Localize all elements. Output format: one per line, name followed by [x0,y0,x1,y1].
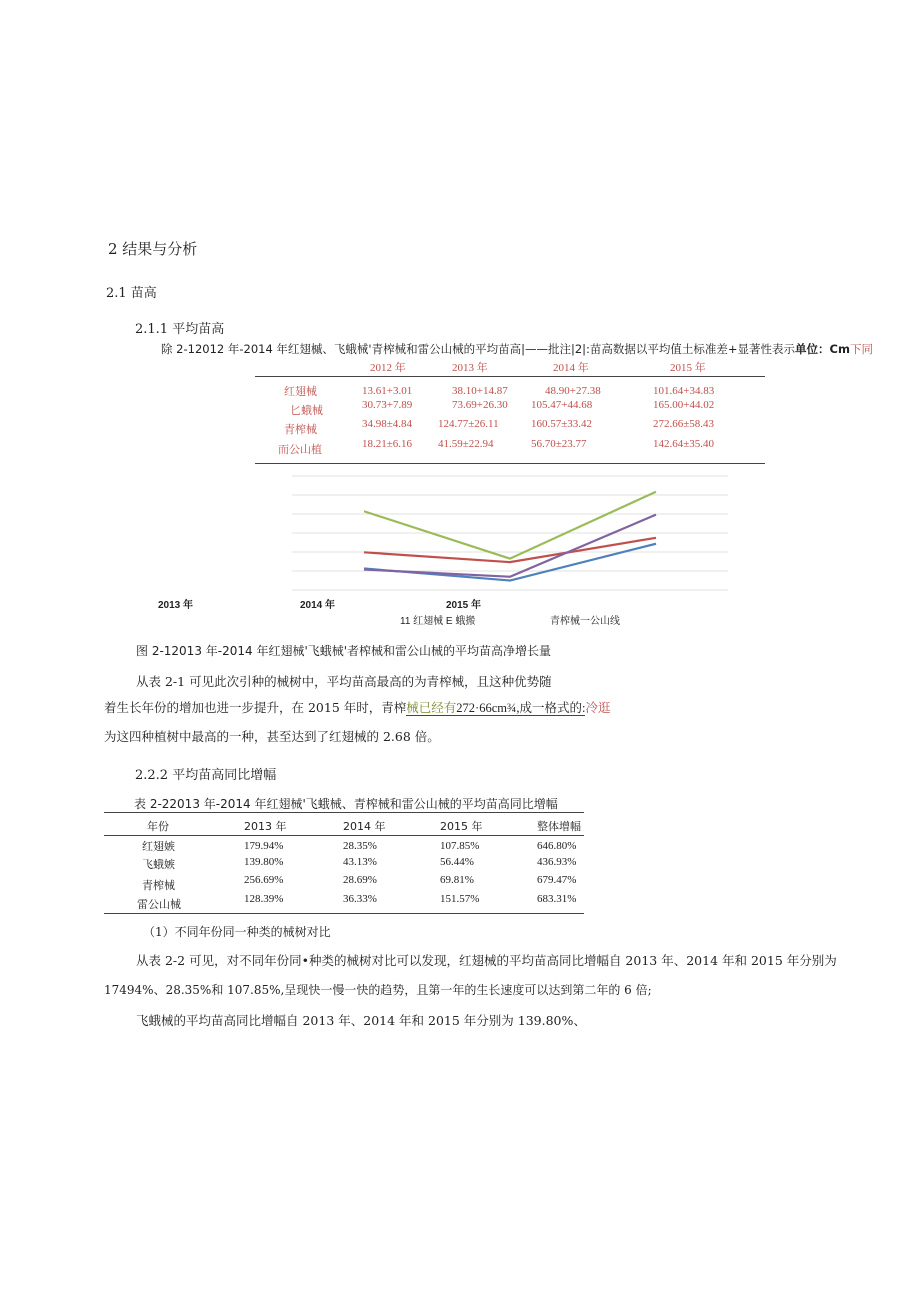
table1-row-label: 匕蛾械 [290,404,323,417]
table2-header: 2013 年 [244,820,287,833]
table1-cell: 73.69+26.30 [452,399,508,411]
x-tick-label: 2015 年 [446,600,482,611]
subsubsection-heading: 2.2.2 平均苗高同比增幅 [135,768,277,783]
series-line-青榨械 [364,492,656,559]
table2-cell: 256.69% [244,874,284,886]
table2-cell: 151.57% [440,893,480,905]
paragraph-line: 为这四种植树中最高的一种，甚至达到了红翅械的 2.68 倍。 [104,729,440,744]
table1-cell: 142.64±35.40 [653,438,715,450]
table2-cell: 436.93% [537,856,577,868]
subsubsection-heading: 2.1.1 平均苗高 [135,322,225,337]
table1-header-2015: 2015 年 [670,362,706,374]
growth-line-chart [280,470,740,600]
table2-cell: 128.39% [244,893,284,905]
subsection-heading: 2.1 苗高 [106,286,157,301]
table2-top-rule [104,812,584,813]
section-heading: 2 结果与分析 [108,240,198,258]
paragraph-line: 着生长年份的增加也进一步提升，在 2015 年时，青榨械已经有272·66cm¾,成一格式的:冷逛 [104,700,611,715]
table2-row-label: 飞蛾嫉 [142,858,175,871]
table2-cell: 179.94% [244,840,284,852]
table1-cell: 160.57±33.42 [531,418,593,430]
table2-cell: 683.31% [537,893,577,905]
table1-cell: 48.90+27.38 [545,385,601,397]
table1-cell: 34.98±4.84 [362,418,413,430]
table2-cell: 28.69% [343,874,377,886]
chart-legend-left: 11 红翅械 E 蛾搬 [400,616,476,627]
table1-top-rule [255,376,765,377]
paragraph-line: 17494%、28.35%和 107.85%,呈现快一慢一快的趋势，且第一年的生长速度可以达到第二年的 6 倍; [104,983,652,997]
table1-cell: 13.61+3.01 [362,385,413,397]
table2-cell: 107.85% [440,840,480,852]
table1-row-label: 青榨械 [284,423,317,436]
table1-caption: 除 2-12012 年-2014 年红翅槭、飞蛾械'青榨械和雷公山械的平均苗高|——批注|2|:苗高数据以平均值土标准差+显著性表示单位：Cm下同 [161,342,873,356]
paragraph-line: 飞蛾械的平均苗高同比增幅自 2013 年、2014 年和 2015 年分别为 139.80%、 [136,1013,586,1028]
table2-cell: 679.47% [537,874,577,886]
table1-cell: 124.77±26.11 [438,418,499,430]
table1-cell: 18.21±6.16 [362,438,413,450]
table2-cell: 646.80% [537,840,577,852]
paragraph-line: 从表 2-2 可见，对不同年份同•种类的械树对比可以发现，红翅械的平均苗高同比增幅自 2013 年、2014 年和 2015 年分别为 [136,953,837,968]
inline-underlined: 械已经有272·66cm¾,成一格式的: [406,700,586,715]
table1-row-label: 红翅械 [284,385,317,398]
table1-header-2013: 2013 年 [452,362,488,374]
table2-caption: 表 2-22013 年-2014 年红翅械'飞蛾械、青榨械和雷公山械的平均苗高同比增幅 [134,797,558,811]
table2-cell: 36.33% [343,893,377,905]
table2-bottom-rule [104,913,584,914]
table2-header: 2015 年 [440,820,483,833]
x-tick-label: 2014 年 [300,600,336,611]
figure-caption: 图 2-12013 年-2014 年红翅械'飞蛾械'者榨械和雷公山械的平均苗高净增长量 [136,644,552,658]
table1-cell: 56.70±23.77 [531,438,587,450]
table2-header: 年份 [147,820,169,833]
table2-cell: 139.80% [244,856,284,868]
x-tick-label: 2013 年 [158,600,194,611]
paragraph-line: 从表 2-1 可见此次引种的械树中，平均苗高最高的为青榨械，且这种优势随 [136,674,552,689]
chart-legend-right: 青榨械一公山线 [550,616,620,627]
table1-cell: 165.00+44.02 [653,399,715,411]
table1-header-2012: 2012 年 [370,362,406,374]
table2-cell: 69.81% [440,874,474,886]
list-item: （1）不同年份同一种类的械树对比 [143,925,331,939]
table1-header-2014: 2014 年 [553,362,589,374]
table2-row-label: 红翅嫉 [142,840,175,853]
table1-cell: 41.59±22.94 [438,438,494,450]
table1-cell: 272.66±58.43 [653,418,715,430]
table1-bottom-rule [255,463,765,464]
table2-header-rule [104,835,584,836]
table1-cell: 101.64+34.83 [653,385,715,397]
table2-cell: 56.44% [440,856,474,868]
table2-row-label: 雷公山械 [137,898,181,911]
table2-header: 2014 年 [343,820,386,833]
table2-row-label: 青榨械 [142,879,175,892]
table2-header: 整体增幅 [537,820,581,833]
table1-cell: 38.10+14.87 [452,385,508,397]
table2-cell: 43.13% [343,856,377,868]
table1-cell: 105.47+44.68 [531,399,593,411]
table1-cell: 30.73+7.89 [362,399,413,411]
table2-cell: 28.35% [343,840,377,852]
table1-row-label: 而公山植 [278,443,322,456]
